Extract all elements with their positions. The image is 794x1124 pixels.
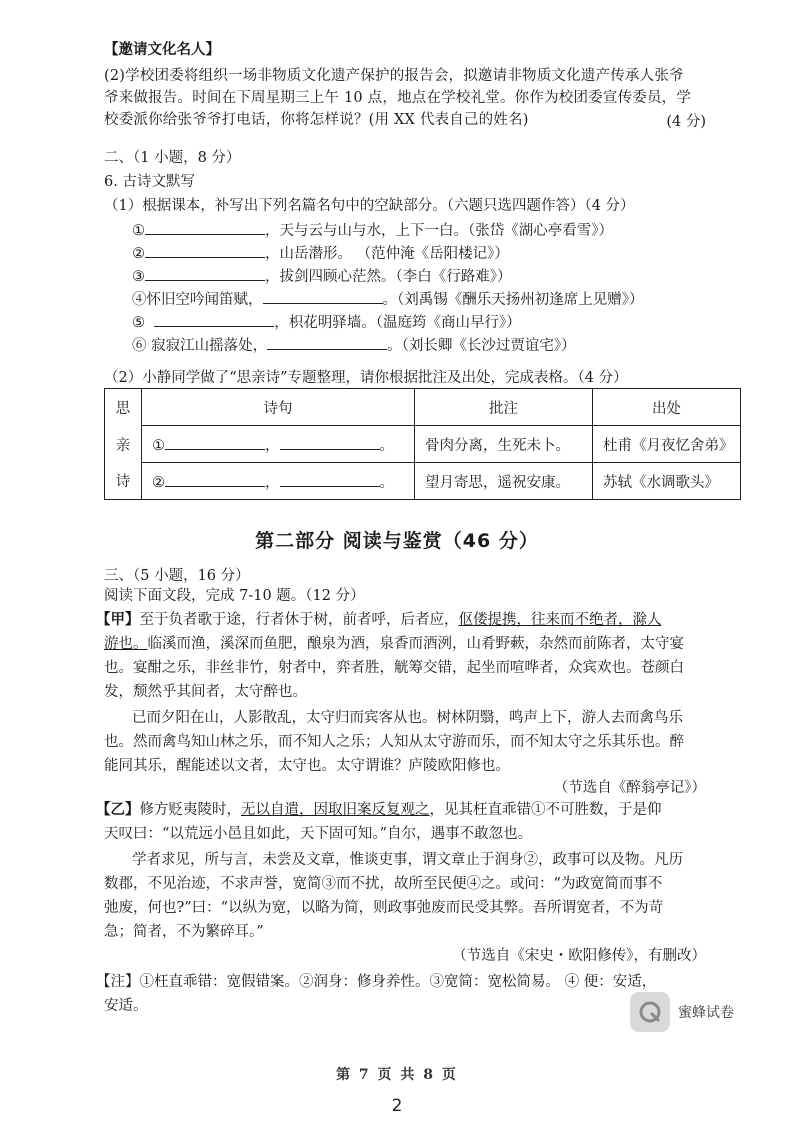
- answer-blank[interactable]: [165, 472, 265, 487]
- poem-item-6: ⑥ 寂寂江山摇落处， 。（刘长卿《长沙过贾谊宅》）: [104, 335, 576, 356]
- jia-line-6: 也。然而禽鸟知山林之乐，而不知人之乐；人知从太守游而乐，而不知太守之乐其乐也。醉: [104, 734, 684, 750]
- table-side-char: 亲: [105, 426, 142, 463]
- yi-line-4: 数郡，不见治迹，不求声誉，宽简③而不扰，故所至民便④之。或问：“为政宽简而事不: [104, 876, 663, 892]
- q6-2-intro: （2）小静同学做了“思亲诗”专题整理，请你根据批注及出处，完成表格。（4 分）: [104, 370, 628, 386]
- jia-line-2: 游也。临溪而渔，溪深而鱼肥，酿泉为酒，泉香而酒洌，山肴野蔌，杂然而前陈者，太守宴: [104, 636, 684, 652]
- section3-intro: 阅读下面文段，完成 7-10 题。（12 分）: [104, 588, 365, 604]
- answer-blank[interactable]: [154, 312, 274, 327]
- notes-line-1: 【注】①枉直乖错：宽假错案。②润身：修身养性。③宽简：宽松简易。 ④ 便：安适，: [96, 974, 657, 990]
- yi-line-5: 弛废，何也?”曰：“以纵为宽，以略为简，则政事弛废而民受其弊。吾所谓宽者，不为苛: [104, 900, 664, 916]
- table-row: [105, 463, 741, 500]
- table-row: [105, 426, 741, 463]
- jia-line-5: 已而夕阳在山，人影散乱，太守归而宾客从也。树林阴翳，鸣声上下，游人去而禽鸟乐: [132, 710, 683, 726]
- part2-title: 第二部分 阅读与鉴赏（46 分）: [255, 530, 539, 552]
- yi-source: （节选自《宋史・欧阳修传》，有删改）: [452, 948, 706, 964]
- table-cell-note: 骨肉分离，生死未卜。: [415, 426, 593, 463]
- table-header: 诗句: [142, 389, 415, 426]
- answer-blank[interactable]: [165, 435, 265, 450]
- section2-heading: 二、（1 小题，8 分）: [104, 150, 241, 166]
- section3-heading: 三、（5 小题，16 分）: [104, 568, 250, 584]
- jia-line-7: 能同其乐，醒能述以文者，太守也。太守谓谁？庐陵欧阳修也。: [104, 758, 510, 774]
- invite-q2-line3: 校委派你给张爷爷打电话，你将怎样说？(用 XX 代表自己的姓名): [104, 112, 529, 128]
- poem-item-2: ② ，山岳潜形。 （范仲淹《岳阳楼记》）: [104, 243, 509, 264]
- poem-item-3: ③ ，拔剑四顾心茫然。（李白《行路难》）: [104, 266, 512, 287]
- poem-item-4: ④怀旧空吟闻笛赋， 。（刘禹锡《酬乐天扬州初逢席上见赠》）: [104, 289, 644, 310]
- table-header-row: [105, 389, 741, 426]
- poem-item-5: ⑤ ，枳花明驿墙。（温庭筠《商山早行》）: [104, 312, 521, 333]
- page-footer: 第 7 页 共 8 页: [336, 1067, 458, 1083]
- yi-line-2: 天叹曰：“以荒远小邑且如此，天下固可知。”自尔，遇事不敢忽也。: [104, 826, 533, 842]
- answer-blank[interactable]: [145, 243, 265, 258]
- invite-q2-score: (4 分): [666, 114, 706, 130]
- q6-title: 6. 古诗文默写: [104, 174, 195, 190]
- table-cell-source: 杜甫《月夜忆舍弟》: [593, 426, 741, 463]
- table-side-char: 诗: [105, 463, 142, 500]
- invite-title: 【邀请文化名人】: [104, 41, 220, 58]
- answer-blank[interactable]: [145, 220, 265, 235]
- table-cell-note: 望月寄思，遥祝安康。: [415, 463, 593, 500]
- answer-blank[interactable]: [280, 435, 380, 450]
- invite-q2-line2: 爷来做报告。时间在下周星期三上午 10 点，地点在学校礼堂。你作为校团委宣传委员，学: [104, 90, 692, 106]
- answer-blank[interactable]: [263, 289, 383, 304]
- watermark-text: 蜜蜂试卷: [678, 1005, 734, 1021]
- jia-source: （节选自《醉翁亭记》）: [553, 780, 706, 796]
- jia-line-4: 发，颓然乎其间者，太守醉也。: [104, 684, 307, 700]
- poem-item-1: ① ，天与云与山与水，上下一白。（张岱《湖心亭看雪》）: [104, 220, 613, 241]
- table-header: 批注: [415, 389, 593, 426]
- table-cell-poem: ① ， 。: [142, 426, 415, 463]
- poem-table: [104, 388, 741, 500]
- watermark: [630, 992, 734, 1032]
- table-side-char: 思: [105, 389, 142, 426]
- notes-line-2: 安适。: [104, 998, 148, 1014]
- answer-blank[interactable]: [280, 472, 380, 487]
- table-cell-source: 苏轼《水调歌头》: [593, 463, 741, 500]
- invite-q2-line1: (2)学校团委将组织一场非物质文化遗产保护的报告会，拟邀请非物质文化遗产传承人张爷: [104, 68, 684, 84]
- jia-line-1: 【甲】至于负者歌于途，行者休于树，前者呼，后者应，伛偻提携，往来而不绝者，滁人: [96, 611, 662, 628]
- jia-line-3: 也。宴酣之乐，非丝非竹，射者中，弈者胜，觥筹交错，起坐而喧哗者，众宾欢也。苍颜白: [104, 660, 684, 676]
- q-logo-icon: [630, 992, 670, 1032]
- answer-blank[interactable]: [267, 335, 387, 350]
- table-cell-poem: ② ， 。: [142, 463, 415, 500]
- yi-line-6: 急；简者，不为繁碎耳。”: [104, 924, 264, 940]
- answer-blank[interactable]: [145, 266, 265, 281]
- page-number: 2: [391, 1096, 403, 1116]
- yi-line-3: 学者求见，所与言，未尝及文章，惟谈吏事，谓文章止于润身②，政事可以及物。凡历: [132, 852, 683, 868]
- q6-1-intro: （1）根据课本，补写出下列名篇名句中的空缺部分。（六题只选四题作答）（4 分）: [104, 198, 635, 214]
- table-header: 出处: [593, 389, 741, 426]
- yi-line-1: 【乙】修方贬夷陵时，无以自遣，因取旧案反复观之，见其枉直乖错①不可胜数，于是仰: [96, 801, 662, 818]
